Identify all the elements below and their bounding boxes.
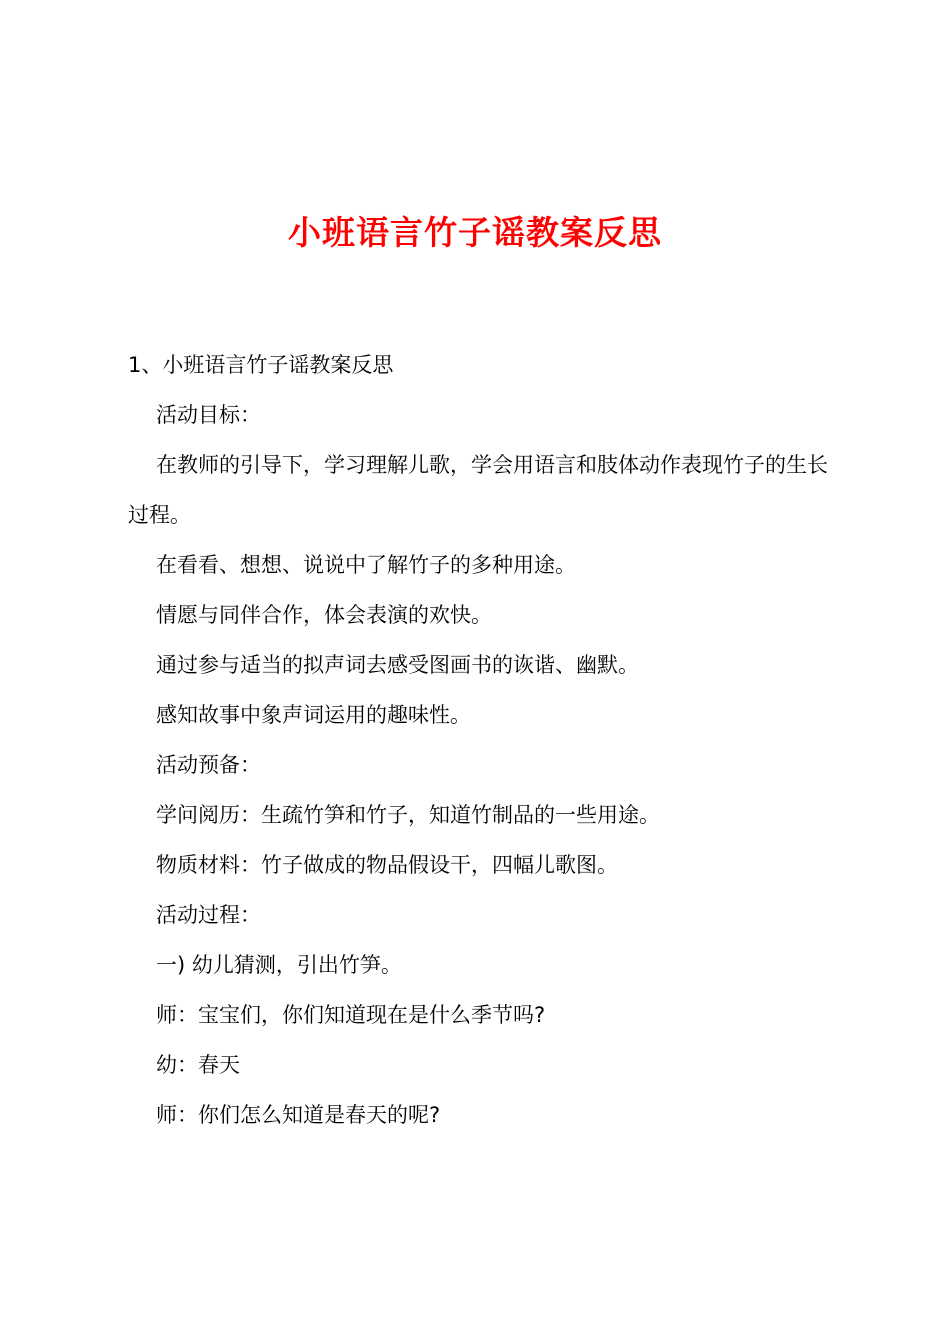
document-title: 小班语言竹子谣教案反思	[288, 213, 662, 252]
paragraph-goal-2: 在看看、想想、说说中了解竹子的多种用途。	[156, 553, 576, 577]
paragraph-prep-label: 活动预备：	[156, 753, 261, 777]
paragraph-dialogue-2: 幼：春天	[156, 1053, 240, 1077]
paragraph-goal-4: 通过参与适当的拟声词去感受图画书的诙谐、幽默。	[156, 653, 639, 677]
paragraph-heading: 1、小班语言竹子谣教案反思	[128, 353, 394, 377]
document-body	[128, 340, 833, 1140]
paragraph-prep-1: 学问阅历：生疏竹笋和竹子，知道竹制品的一些用途。	[156, 803, 660, 827]
paragraph-goals-label: 活动目标：	[156, 403, 261, 427]
paragraph-process-label: 活动过程：	[156, 903, 261, 927]
paragraph-goal-5: 感知故事中象声词运用的趣味性。	[156, 703, 471, 727]
paragraph-prep-2: 物质材料：竹子做成的物品假设干，四幅儿歌图。	[156, 853, 618, 877]
paragraph-goal-1: 在教师的引导下，学习理解儿歌，学会用语言和肢体动作表现竹子的生长过程。	[128, 453, 828, 527]
paragraph-dialogue-3: 师：你们怎么知道是春天的呢?	[156, 1103, 441, 1127]
paragraph-goal-3: 情愿与同伴合作，体会表演的欢快。	[156, 603, 492, 627]
paragraph-dialogue-1: 师：宝宝们，你们知道现在是什么季节吗?	[156, 1003, 546, 1027]
paragraph-process-step-1: 一) 幼儿猜测，引出竹笋。	[156, 953, 402, 977]
